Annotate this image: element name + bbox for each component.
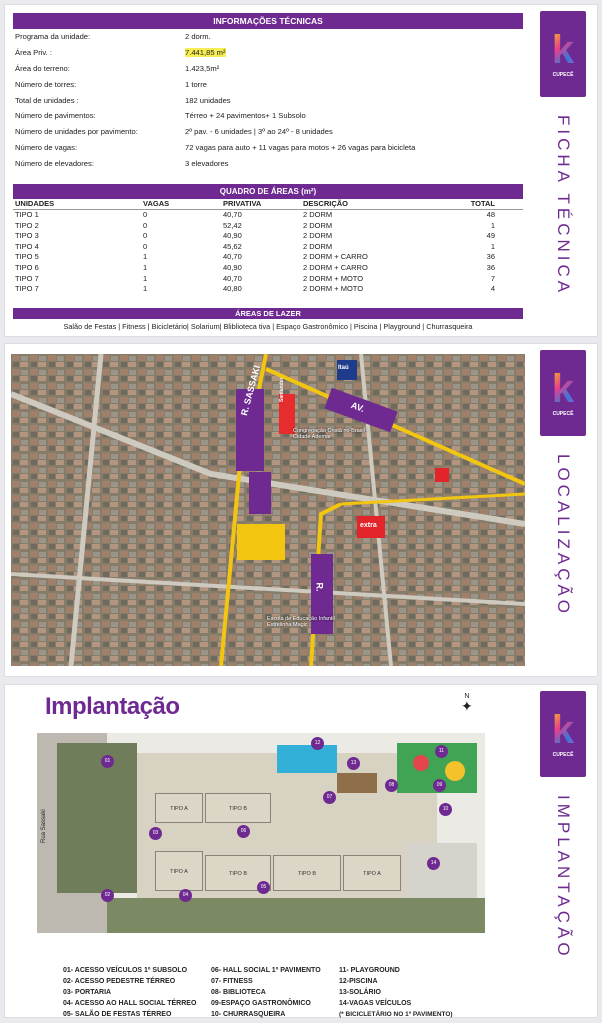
info-value [185,48,523,57]
table-cell: 0 [143,220,148,230]
legend-item: 05- SALÃO DE FESTAS TÉRREO [63,1011,172,1018]
info-value-text: 182 unidades [185,95,231,105]
brand-logo [540,350,586,436]
street-sassaki-label: R. SASSAKI [239,364,262,417]
info-key: Total de unidades : [15,95,79,105]
side-panel [529,5,597,336]
tower-2: TIPO B [205,793,271,823]
table-cell: 40,90 [223,231,242,241]
tower-4: TIPO B [205,855,271,891]
table-col-header: UNIDADES [15,199,55,208]
table-cell: 1 [490,220,495,230]
table-cell: 2 DORM [303,210,333,219]
legend-item: 08- BIBLIOTECA [211,989,266,996]
info-value-text: 1.423,5m² [185,63,220,73]
table-cell: 1 [143,273,148,283]
marker-03: 03 [149,827,162,840]
table-cell: 1 [490,241,495,251]
table-cell: 2 DORM + CARRO [303,252,368,262]
info-value-text: 72 vagas para auto + 11 vagas para motos + 26 vagas para bicicleta [185,142,416,152]
table-row [13,263,523,274]
lazer-header: ÁREAS DE LAZER [13,308,523,319]
table-cell: TIPO 4 [15,241,39,251]
table-cell: TIPO 7 [15,284,39,294]
tower-6: TIPO A [343,855,401,891]
itau-label: Itaú [338,365,349,371]
escola-label: Escola de Educação Infantil Estrelinha Magic [267,616,335,628]
info-value [185,64,523,73]
table-cell: 2 DORM [303,231,333,241]
table-cell: 0 [143,210,148,219]
table-col-header: PRIVATIVA [223,199,262,208]
street-label: Rua Sassaki [41,809,47,843]
tower-3: TIPO A [155,851,203,891]
location-map [11,354,525,666]
table-row [13,242,523,253]
table-col-header: TOTAL [470,199,495,208]
section-title: IMPLANTAÇÃO [554,795,573,960]
info-row [13,61,523,77]
table-row [13,221,523,232]
legend-item: 12-PISCINA [339,978,378,985]
legend-item: 02- ACESSO PEDESTRE TÉRREO [63,978,176,985]
table-cell: 2 DORM [303,220,333,230]
santander-label: Santander [279,377,285,402]
areas-header: QUADRO DE ÁREAS (m²) [13,184,523,199]
k-logo-icon: k [551,367,575,411]
info-rows [13,29,523,171]
street-r-label: R. [314,582,325,592]
congregacao-label: Congregação Cristã no Brasil - Cidade Ademar [293,428,369,440]
table-cell: 48 [486,210,495,219]
table-cell: 52,42 [223,220,242,230]
legend-item: (* BICICLETÁRIO NO 1º PAVIMENTO) [339,1011,453,1018]
table-cell: 4 [490,284,495,294]
implantacao-card [4,684,598,1018]
table-cell: 0 [143,241,148,251]
info-value [185,127,523,136]
legend-item: 06- HALL SOCIAL 1º PAVIMENTO [211,967,321,974]
side-panel [529,685,597,1017]
info-row [13,155,523,171]
info-key: Número de pavimentos: [15,111,96,121]
table-cell: 36 [486,262,495,272]
table-cell: 2 DORM + CARRO [303,262,368,272]
legend-item: 07- FITNESS [211,978,253,985]
table-cell: 40,70 [223,210,242,219]
marker-06: 06 [237,825,250,838]
legend-item: 10- CHURRASQUEIRA [211,1011,286,1018]
marker-05: 05 [257,881,270,894]
legend-item: 13-SOLÁRIO [339,989,382,996]
table-cell: 0 [143,231,148,241]
info-header: INFORMAÇÕES TÉCNICAS [13,13,523,29]
lazer-list: Salão de Festas | Fitness | Bicicletário| Solarium| Bliblioteca tiva | Espaço Gastronômico | Piscina | Playground | Churrasqueira [63,322,473,331]
site-plan [37,733,485,933]
table-cell: 40,70 [223,273,242,283]
ficha-tecnica-card [4,4,598,337]
k-logo-icon: k [551,708,575,752]
table-cell: TIPO 7 [15,273,39,283]
compass [461,693,473,712]
areas-table-body [13,210,523,295]
side-panel [529,344,597,676]
brand-name: CUPECÊ [552,72,574,78]
info-key: Número de elevadores: [15,158,94,168]
legend-item: 11- PLAYGROUND [339,967,400,974]
info-row [13,45,523,61]
marker-10: 10 [439,803,452,816]
info-value [185,80,523,89]
table-cell: 2 DORM + MOTO [303,273,364,283]
table-cell: TIPO 5 [15,252,39,262]
legend-column-3 [339,965,453,1020]
table-col-header: DESCRIÇÃO [303,199,349,208]
table-cell: TIPO 1 [15,210,39,219]
legend-item: 04- ACESSO AO HALL SOCIAL TÉRREO [63,1000,197,1007]
table-cell: 40,70 [223,252,242,262]
brand-logo [540,691,586,777]
table-cell: 45,62 [223,241,242,251]
marker-04: 04 [179,889,192,902]
marker-12: 12 [311,737,324,750]
info-row [13,76,523,92]
section-title: FICHA TÉCNICA [554,115,573,297]
info-value [185,32,523,41]
marker-02: 02 [101,889,114,902]
info-value-text: 7.441,85 m² [185,48,226,58]
info-value [185,96,523,105]
table-cell: 40,90 [223,262,242,272]
table-cell: TIPO 6 [15,262,39,272]
compass-icon: ✦ [461,698,473,714]
section-title: LOCALIZAÇÃO [554,454,573,618]
info-key: Número de vagas: [15,142,78,152]
table-cell: 49 [486,231,495,241]
table-row [13,210,523,221]
north-label: N [464,693,470,700]
brand-name: CUPECÊ [552,411,574,417]
legend-item: 03- PORTARIA [63,989,112,996]
localizacao-card [4,343,598,677]
table-cell: 2 DORM + MOTO [303,284,364,294]
table-cell: TIPO 2 [15,220,39,230]
table-cell: 1 [143,262,148,272]
areas-table-header [13,199,523,210]
info-value-text: 2 dorm. [185,32,211,42]
tower-5: TIPO B [273,855,341,891]
avenue-label: AV. [349,399,366,415]
info-key: Número de unidades por pavimento: [15,127,138,137]
info-tecnicas [13,13,523,171]
marker-01: 01 [101,755,114,768]
tower-1: TIPO A [155,793,203,823]
info-key: Programa da unidade: [15,32,91,42]
info-value [185,159,523,168]
info-value-text: Térreo + 24 pavimentos+ 1 Subsolo [185,111,306,121]
brand-name: CUPECÊ [552,752,574,758]
info-row [13,92,523,108]
marker-11: 11 [435,745,448,758]
k-logo-icon: k [551,28,575,72]
table-cell: 2 DORM [303,241,333,251]
info-key: Número de torres: [15,79,77,89]
table-row [13,252,523,263]
marker-13: 13 [347,757,360,770]
table-cell: 1 [143,284,148,294]
table-row [13,284,523,295]
legend-item: 14-VAGAS VEÍCULOS [339,1000,412,1007]
info-row [13,108,523,124]
table-col-header: VAGAS [143,199,170,208]
info-value-text: 2º pav. - 6 unidades | 3º ao 24º - 8 unidades [185,127,333,137]
info-value [185,111,523,120]
implantacao-title: Implantação [45,693,180,720]
extra-label: extra [360,522,377,529]
legend-item: 09-ESPAÇO GASTRONÔMICO [211,1000,311,1007]
info-row [13,29,523,45]
legend-column-2 [211,965,321,1020]
table-row [13,274,523,285]
info-key: Área do terreno: [15,63,70,73]
table-cell: 7 [490,273,495,283]
table-cell: 36 [486,252,495,262]
quadro-areas [13,184,523,295]
areas-lazer [13,308,523,331]
legend-item: 01- ACESSO VEÍCULOS 1º SUBSOLO [63,967,188,974]
brand-logo [540,11,586,97]
marker-09: 09 [433,779,446,792]
legend-column-1 [63,965,196,1020]
info-key: Área Priv. : [15,48,52,58]
info-value-text: 1 torre [185,79,207,89]
info-value-text: 3 elevadores [185,158,229,168]
marker-14: 14 [427,857,440,870]
marker-08: 08 [385,779,398,792]
table-cell: 40,80 [223,284,242,294]
info-row [13,140,523,156]
table-row [13,231,523,242]
info-row [13,124,523,140]
table-cell: 1 [143,252,148,262]
table-cell: TIPO 3 [15,231,39,241]
marker-07: 07 [323,791,336,804]
info-value [185,143,523,152]
